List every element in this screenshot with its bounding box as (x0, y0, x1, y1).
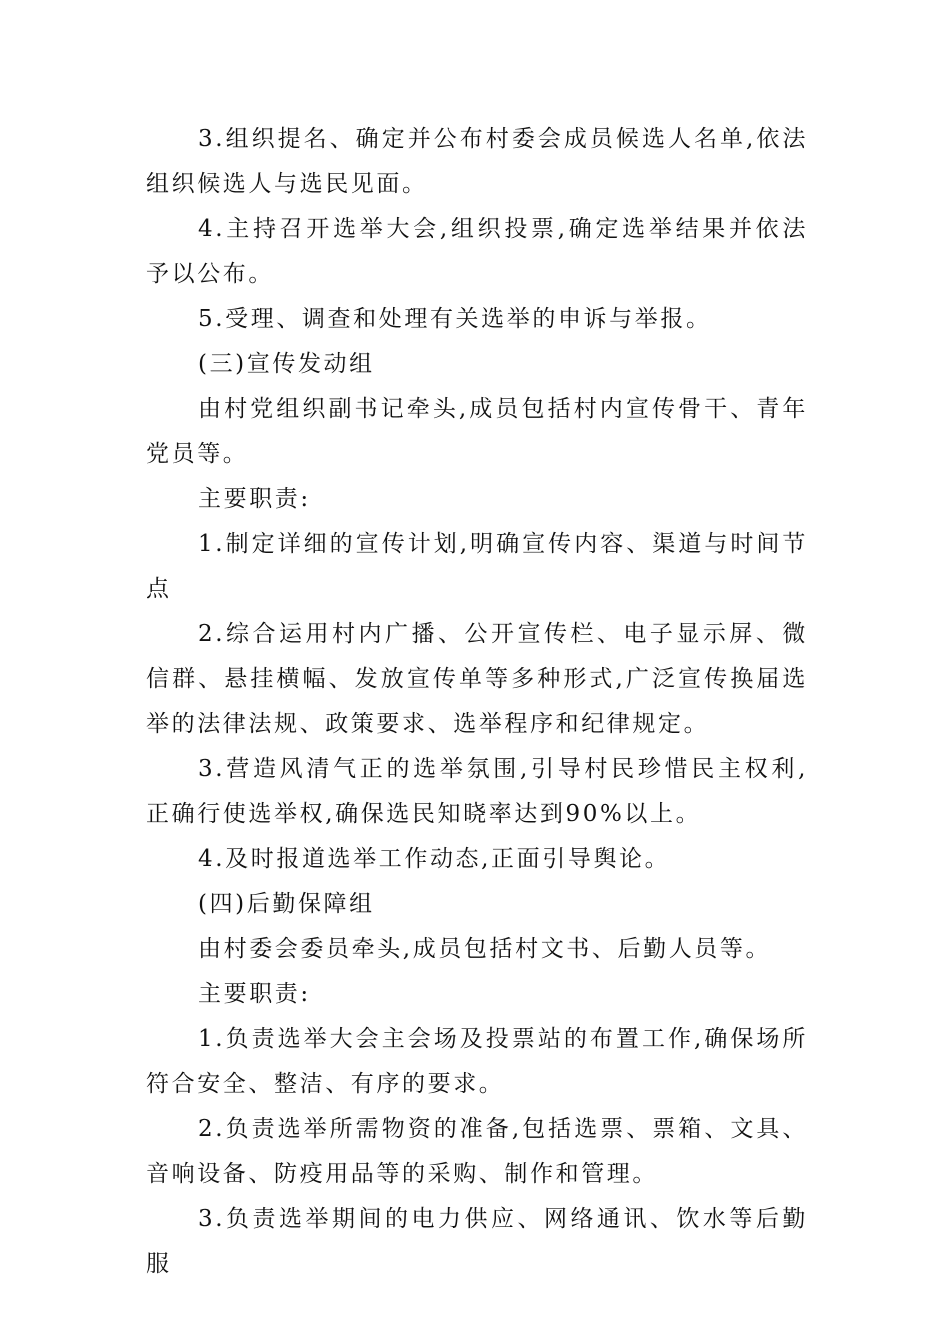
paragraph-logistics-duty-3: 3.负责选举期间的电力供应、网络通讯、饮水等后勤服 (146, 1206, 808, 1277)
paragraph-main-duties-label: 主要职责: (198, 486, 311, 512)
paragraph-duty-3-nomination: 3.组织提名、确定并公布村委会成员候选人名单,依法组织候选人与选民见面。 (146, 126, 808, 197)
paragraph-logistics-duty-2: 2.负责选举所需物资的准备,包括选票、票箱、文具、音响设备、防疫用品等的采购、制作和管理。 (146, 1116, 808, 1187)
section-heading-logistics-group: (四)后勤保障组 (198, 891, 375, 917)
paragraph-logistics-group-members: 由村委会委员牵头,成员包括村文书、后勤人员等。 (198, 936, 772, 962)
paragraph-publicity-duty-1: 1.制定详细的宣传计划,明确宣传内容、渠道与时间节点 (146, 531, 808, 602)
paragraph-logistics-duty-1: 1.负责选举大会主会场及投票站的布置工作,确保场所符合安全、整洁、有序的要求。 (146, 1026, 808, 1097)
paragraph-duty-5-complaints: 5.受理、调查和处理有关选举的申诉与举报。 (198, 306, 712, 332)
paragraph-publicity-duty-4: 4.及时报道选举工作动态,正面引导舆论。 (198, 846, 671, 872)
paragraph-main-duties-label-2: 主要职责: (198, 981, 311, 1007)
paragraph-duty-4-election-meeting: 4.主持召开选举大会,组织投票,确定选举结果并依法予以公布。 (146, 216, 808, 287)
paragraph-publicity-group-members: 由村党组织副书记牵头,成员包括村内宣传骨干、青年党员等。 (146, 396, 808, 467)
paragraph-publicity-duty-2: 2.综合运用村内广播、公开宣传栏、电子显示屏、微信群、悬挂横幅、发放宣传单等多种形式,广泛宣传换届选举的法律法规、政策要求、选举程序和纪律规定。 (146, 621, 808, 737)
paragraph-publicity-duty-3: 3.营造风清气正的选举氛围,引导村民珍惜民主权利,正确行使选举权,确保选民知晓率达到90%以上。 (146, 756, 808, 827)
document-body (146, 117, 808, 1287)
section-heading-publicity-group: (三)宣传发动组 (198, 351, 375, 377)
